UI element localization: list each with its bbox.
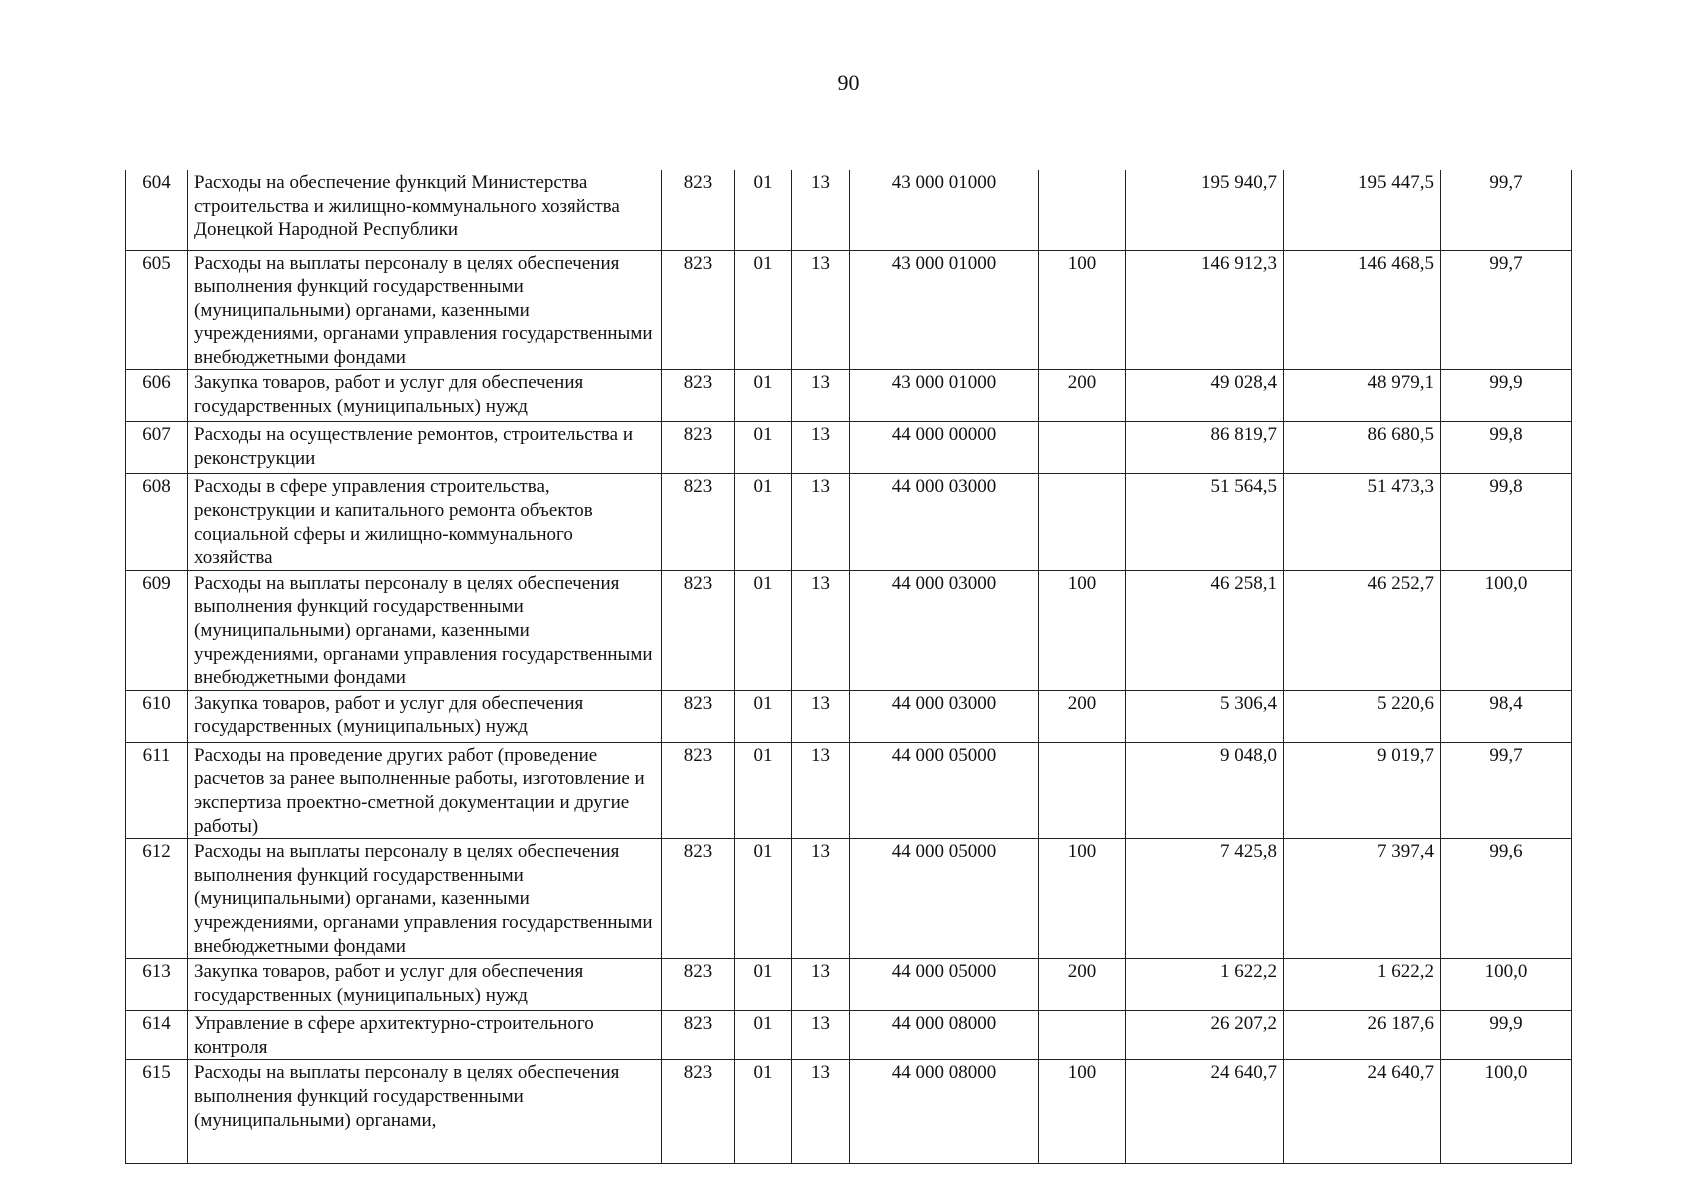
row-subsection-code: 13: [792, 1011, 850, 1060]
row-number: 605: [126, 250, 188, 370]
row-description: Расходы на выплаты персоналу в целях обеспечения выполнения функций государственными (муниципальными) органами, казенными учреждениями, органами управления государственными внебюджетными фондами: [188, 839, 662, 959]
row-section-code: 01: [735, 690, 792, 742]
row-expense-type: 100: [1039, 570, 1126, 690]
row-ved-code: 823: [662, 1011, 735, 1060]
row-target-article: 44 000 05000: [850, 839, 1039, 959]
row-description: Расходы на выплаты персоналу в целях обеспечения выполнения функций государственными (муниципальными) органами, казенными учреждениями, органами управления государственными внебюджетными фондами: [188, 570, 662, 690]
row-subsection-code: 13: [792, 959, 850, 1011]
row-number: 614: [126, 1011, 188, 1060]
row-description: Расходы на выплаты персоналу в целях обеспечения выполнения функций государственными (муниципальными) органами, казенными учреждениями, органами управления государственными внебюджетными фондами: [188, 250, 662, 370]
row-subsection-code: 13: [792, 570, 850, 690]
budget-table: [125, 170, 1572, 1164]
table-row: [126, 422, 1572, 474]
row-actual-amount: 48 979,1: [1284, 370, 1441, 422]
page-number: 90: [837, 70, 860, 95]
row-description: Расходы на осуществление ремонтов, строительства и реконструкции: [188, 422, 662, 474]
row-expense-type: 200: [1039, 959, 1126, 1011]
row-target-article: 43 000 01000: [850, 370, 1039, 422]
row-section-code: 01: [735, 250, 792, 370]
row-actual-amount: 7 397,4: [1284, 839, 1441, 959]
row-description: Расходы на проведение других работ (проведение расчетов за ранее выполненные работы, изготовление и экспертиза проектно-сметной документации и другие работы): [188, 742, 662, 838]
table-row: [126, 742, 1572, 838]
row-description: Расходы на обеспечение функций Министерства строительства и жилищно-коммунального хозяйства Донецкой Народной Республики: [188, 170, 662, 250]
row-subsection-code: 13: [792, 839, 850, 959]
row-number: 612: [126, 839, 188, 959]
row-actual-amount: 146 468,5: [1284, 250, 1441, 370]
row-section-code: 01: [735, 1011, 792, 1060]
table-row: [126, 1060, 1572, 1164]
row-subsection-code: 13: [792, 742, 850, 838]
row-planned-amount: 195 940,7: [1126, 170, 1284, 250]
row-subsection-code: 13: [792, 690, 850, 742]
row-expense-type: [1039, 422, 1126, 474]
row-planned-amount: 51 564,5: [1126, 474, 1284, 570]
row-number: 607: [126, 422, 188, 474]
row-subsection-code: 13: [792, 370, 850, 422]
row-target-article: 44 000 03000: [850, 690, 1039, 742]
row-description: Закупка товаров, работ и услуг для обеспечения государственных (муниципальных) нужд: [188, 959, 662, 1011]
row-planned-amount: 1 622,2: [1126, 959, 1284, 1011]
row-execution-percent: 98,4: [1441, 690, 1572, 742]
row-subsection-code: 13: [792, 170, 850, 250]
row-expense-type: 200: [1039, 370, 1126, 422]
row-expense-type: [1039, 474, 1126, 570]
table-row: [126, 959, 1572, 1011]
row-description: Расходы в сфере управления строительства, реконструкции и капитального ремонта объектов социальной сферы и жилищно-коммунального хозяйства: [188, 474, 662, 570]
row-description: Управление в сфере архитектурно-строительного контроля: [188, 1011, 662, 1060]
row-target-article: 44 000 00000: [850, 422, 1039, 474]
row-execution-percent: 100,0: [1441, 959, 1572, 1011]
row-ved-code: 823: [662, 474, 735, 570]
row-section-code: 01: [735, 742, 792, 838]
row-number: 606: [126, 370, 188, 422]
row-actual-amount: 24 640,7: [1284, 1060, 1441, 1164]
row-section-code: 01: [735, 570, 792, 690]
table-row: [126, 170, 1572, 250]
table-row: [126, 1011, 1572, 1060]
row-ved-code: 823: [662, 170, 735, 250]
row-planned-amount: 146 912,3: [1126, 250, 1284, 370]
row-actual-amount: 1 622,2: [1284, 959, 1441, 1011]
row-section-code: 01: [735, 474, 792, 570]
row-target-article: 43 000 01000: [850, 170, 1039, 250]
row-number: 613: [126, 959, 188, 1011]
row-expense-type: 200: [1039, 690, 1126, 742]
table-row: [126, 370, 1572, 422]
row-planned-amount: 24 640,7: [1126, 1060, 1284, 1164]
row-section-code: 01: [735, 959, 792, 1011]
row-section-code: 01: [735, 170, 792, 250]
row-actual-amount: 46 252,7: [1284, 570, 1441, 690]
row-section-code: 01: [735, 422, 792, 474]
row-execution-percent: 100,0: [1441, 1060, 1572, 1164]
row-section-code: 01: [735, 1060, 792, 1164]
row-planned-amount: 9 048,0: [1126, 742, 1284, 838]
row-planned-amount: 5 306,4: [1126, 690, 1284, 742]
row-actual-amount: 86 680,5: [1284, 422, 1441, 474]
row-number: 611: [126, 742, 188, 838]
row-target-article: 44 000 03000: [850, 570, 1039, 690]
row-ved-code: 823: [662, 742, 735, 838]
row-target-article: 44 000 08000: [850, 1060, 1039, 1164]
row-planned-amount: 26 207,2: [1126, 1011, 1284, 1060]
row-number: 609: [126, 570, 188, 690]
row-ved-code: 823: [662, 422, 735, 474]
row-subsection-code: 13: [792, 1060, 850, 1164]
row-subsection-code: 13: [792, 474, 850, 570]
row-number: 604: [126, 170, 188, 250]
row-description: Закупка товаров, работ и услуг для обеспечения государственных (муниципальных) нужд: [188, 370, 662, 422]
row-ved-code: 823: [662, 839, 735, 959]
row-target-article: 44 000 08000: [850, 1011, 1039, 1060]
row-execution-percent: 99,7: [1441, 742, 1572, 838]
row-execution-percent: 99,9: [1441, 1011, 1572, 1060]
table-row: [126, 839, 1572, 959]
row-planned-amount: 7 425,8: [1126, 839, 1284, 959]
row-actual-amount: 51 473,3: [1284, 474, 1441, 570]
row-execution-percent: 99,8: [1441, 422, 1572, 474]
row-target-article: 43 000 01000: [850, 250, 1039, 370]
row-expense-type: 100: [1039, 839, 1126, 959]
row-expense-type: [1039, 170, 1126, 250]
row-ved-code: 823: [662, 370, 735, 422]
row-actual-amount: 9 019,7: [1284, 742, 1441, 838]
row-target-article: 44 000 03000: [850, 474, 1039, 570]
row-planned-amount: 46 258,1: [1126, 570, 1284, 690]
row-ved-code: 823: [662, 690, 735, 742]
row-target-article: 44 000 05000: [850, 742, 1039, 838]
row-description: Расходы на выплаты персоналу в целях обеспечения выполнения функций государственными (муниципальными) органами,: [188, 1060, 662, 1164]
row-description: Закупка товаров, работ и услуг для обеспечения государственных (муниципальных) нужд: [188, 690, 662, 742]
row-actual-amount: 195 447,5: [1284, 170, 1441, 250]
row-number: 610: [126, 690, 188, 742]
row-target-article: 44 000 05000: [850, 959, 1039, 1011]
row-section-code: 01: [735, 839, 792, 959]
row-expense-type: 100: [1039, 1060, 1126, 1164]
row-expense-type: 100: [1039, 250, 1126, 370]
row-ved-code: 823: [662, 959, 735, 1011]
table-row: [126, 690, 1572, 742]
row-planned-amount: 86 819,7: [1126, 422, 1284, 474]
row-planned-amount: 49 028,4: [1126, 370, 1284, 422]
table-row: [126, 250, 1572, 370]
row-execution-percent: 99,6: [1441, 839, 1572, 959]
row-ved-code: 823: [662, 1060, 735, 1164]
row-ved-code: 823: [662, 570, 735, 690]
row-expense-type: [1039, 1011, 1126, 1060]
row-actual-amount: 5 220,6: [1284, 690, 1441, 742]
row-number: 608: [126, 474, 188, 570]
row-execution-percent: 99,9: [1441, 370, 1572, 422]
row-number: 615: [126, 1060, 188, 1164]
row-execution-percent: 99,7: [1441, 250, 1572, 370]
row-execution-percent: 99,8: [1441, 474, 1572, 570]
table-row: [126, 570, 1572, 690]
row-subsection-code: 13: [792, 250, 850, 370]
table-row: [126, 474, 1572, 570]
row-expense-type: [1039, 742, 1126, 838]
row-section-code: 01: [735, 370, 792, 422]
row-execution-percent: 99,7: [1441, 170, 1572, 250]
row-ved-code: 823: [662, 250, 735, 370]
row-actual-amount: 26 187,6: [1284, 1011, 1441, 1060]
row-execution-percent: 100,0: [1441, 570, 1572, 690]
table-body: [126, 170, 1572, 1164]
row-subsection-code: 13: [792, 422, 850, 474]
